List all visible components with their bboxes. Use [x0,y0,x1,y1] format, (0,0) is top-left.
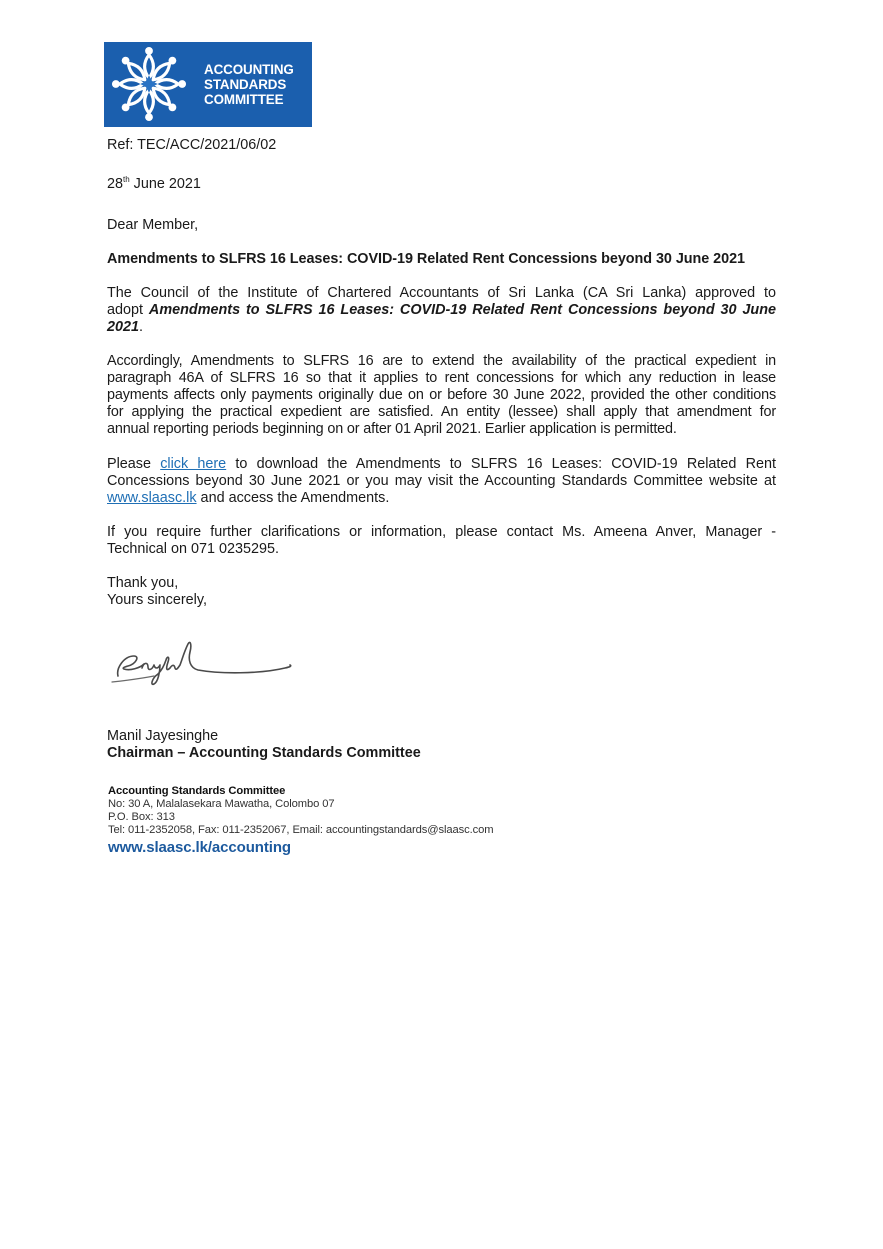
para3-suffix: to download the Amendments to SLFRS 16 Leases: COVID-19 Related Rent [226,456,777,472]
click-here-link[interactable]: click here [160,456,227,472]
footer-po-box: P.O. Box: 313 [108,811,175,823]
footer-org-name: Accounting Standards Committee [108,785,286,797]
paragraph-amendment-details [107,353,776,438]
reference-number: Ref: TEC/ACC/2021/06/02 [107,137,277,153]
paragraph-contact [107,524,776,558]
letter-date [107,176,201,193]
paragraph-approval [107,285,776,336]
date-month-year: June 2021 [129,176,201,192]
letter-subject: Amendments to SLFRS 16 Leases: COVID-19 Related Rent Concessions beyond 30 June 2021 [107,251,745,267]
date-day: 28 [107,176,124,192]
para3-line3-suffix: and access the Amendments. [196,490,390,506]
logo-line-2: STANDARDS [204,77,287,92]
para1-emphasis-year: 2021 [107,319,140,335]
para2-line: payments affects only payments originally due on or before 30 June 2022, provided the other conditions [107,387,776,403]
closing-thanks: Thank you, [107,575,179,591]
para2-line: for applying the practical expedient are satisfied. An entity (lessee) shall apply that amendment for [107,404,776,420]
para1-emphasis: Amendments to SLFRS 16 Leases: COVID-19 Related Rent Concessions beyond 30 June [148,302,776,318]
para1-line2 [107,302,776,319]
para3-line2: Concessions beyond 30 June 2021 or you may visit the Accounting Standards Committee website at [107,473,776,489]
asc-logo [104,42,312,127]
para1-line1: The Council of the Institute of Chartered Accountants of Sri Lanka (CA Sri Lanka) approved to [107,285,776,301]
para3-line3 [107,490,776,507]
slaasc-website-link[interactable]: www.slaasc.lk [107,490,197,506]
paragraph-download [107,456,776,507]
para1-line3 [107,319,776,336]
logo-line-3: COMMITTEE [204,92,284,107]
para1-prefix: adopt [107,302,149,318]
salutation: Dear Member, [107,217,199,233]
signatory-title: Chairman – Accounting Standards Committee [107,745,421,761]
signatory-name: Manil Jayesinghe [107,728,219,744]
footer-contact: Tel: 011-2352058, Fax: 011-2352067, Email: accountingstandards@slaasc.com [108,824,494,836]
para4-line2: Technical on 071 0235295. [107,541,280,557]
para4-line1: If you require further clarifications or information, please contact Ms. Ameena Anver, Manager - [107,524,776,540]
logo-line-1: ACCOUNTING [204,62,294,77]
para1-suffix: . [139,319,144,335]
para2-line: paragraph 46A of SLFRS 16 so that it applies to rent concessions for which any reduction in lease [107,370,776,386]
date-suffix: th [123,175,130,184]
logo-wordmark [204,62,294,107]
snowflake-people-emblem-icon [110,45,188,123]
footer-website[interactable]: www.slaasc.lk/accounting [108,839,291,856]
letterhead-footer [108,785,494,858]
para3-prefix: Please [107,456,161,472]
closing-sincerely: Yours sincerely, [107,592,207,608]
para3-line1 [107,456,776,473]
signature-image [110,638,300,693]
footer-address: No: 30 A, Malalasekara Mawatha, Colombo 07 [108,798,335,810]
para2-line: Accordingly, Amendments to SLFRS 16 are to extend the availability of the practical expedient in [107,353,776,369]
para2-line: annual reporting periods beginning on or after 01 April 2021. Earlier application is permitted. [107,421,677,437]
